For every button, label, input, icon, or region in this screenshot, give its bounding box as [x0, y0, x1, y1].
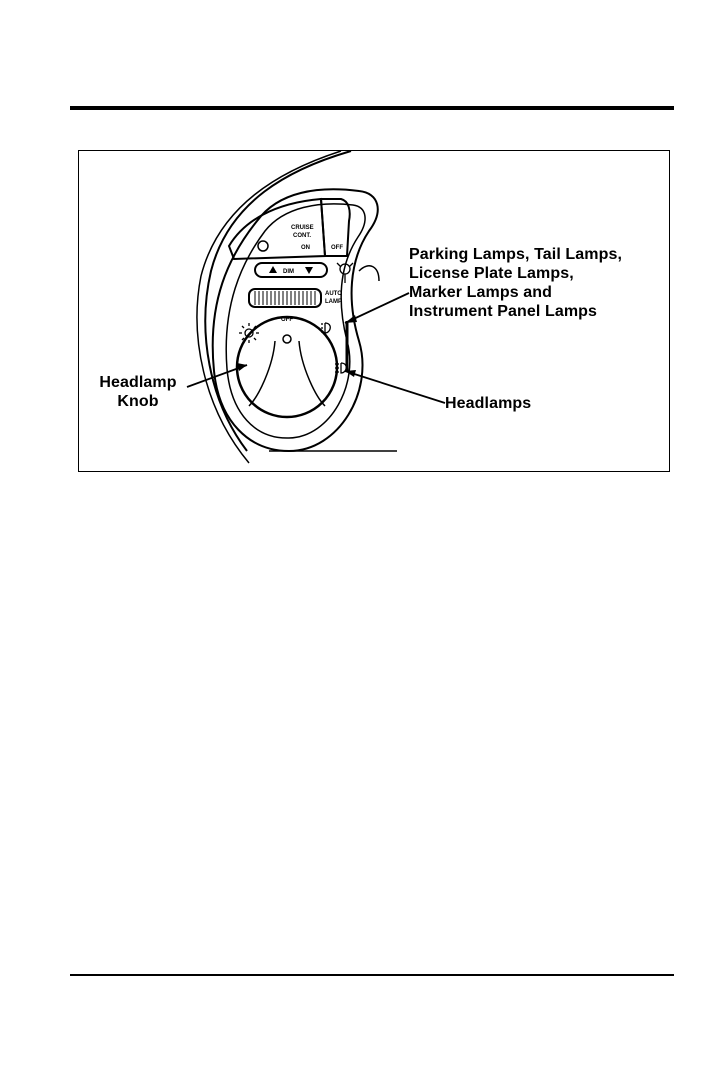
lamp-label: LAMP	[325, 299, 342, 305]
cruise-label: CRUISE	[291, 225, 314, 231]
headlamps-callout: Headlamps	[445, 395, 532, 412]
callout-line: Marker Lamps and	[409, 284, 552, 301]
auto-label: AUTO	[325, 291, 342, 297]
knob-off-label: OFF	[281, 317, 293, 323]
off-switch-label: OFF	[331, 245, 343, 251]
footer-rule	[70, 974, 674, 976]
dim-label: DIM	[283, 269, 294, 275]
callout-line: Headlamp	[99, 374, 177, 391]
callout-line: Parking Lamps, Tail Lamps,	[409, 246, 623, 263]
callout-line: Knob	[117, 393, 159, 410]
headlamp-icon	[335, 363, 346, 373]
header-rule	[70, 106, 674, 110]
callout-line: Instrument Panel Lamps	[409, 303, 598, 320]
cont-label: CONT.	[293, 233, 311, 239]
headlamp-control-figure	[78, 150, 670, 472]
on-label: ON	[301, 245, 310, 251]
headlamp-knob-callout	[93, 373, 183, 411]
parking-lamp-icon	[321, 323, 330, 333]
parking-lamps-callout	[409, 245, 667, 321]
callout-line: License Plate Lamps,	[409, 265, 574, 282]
